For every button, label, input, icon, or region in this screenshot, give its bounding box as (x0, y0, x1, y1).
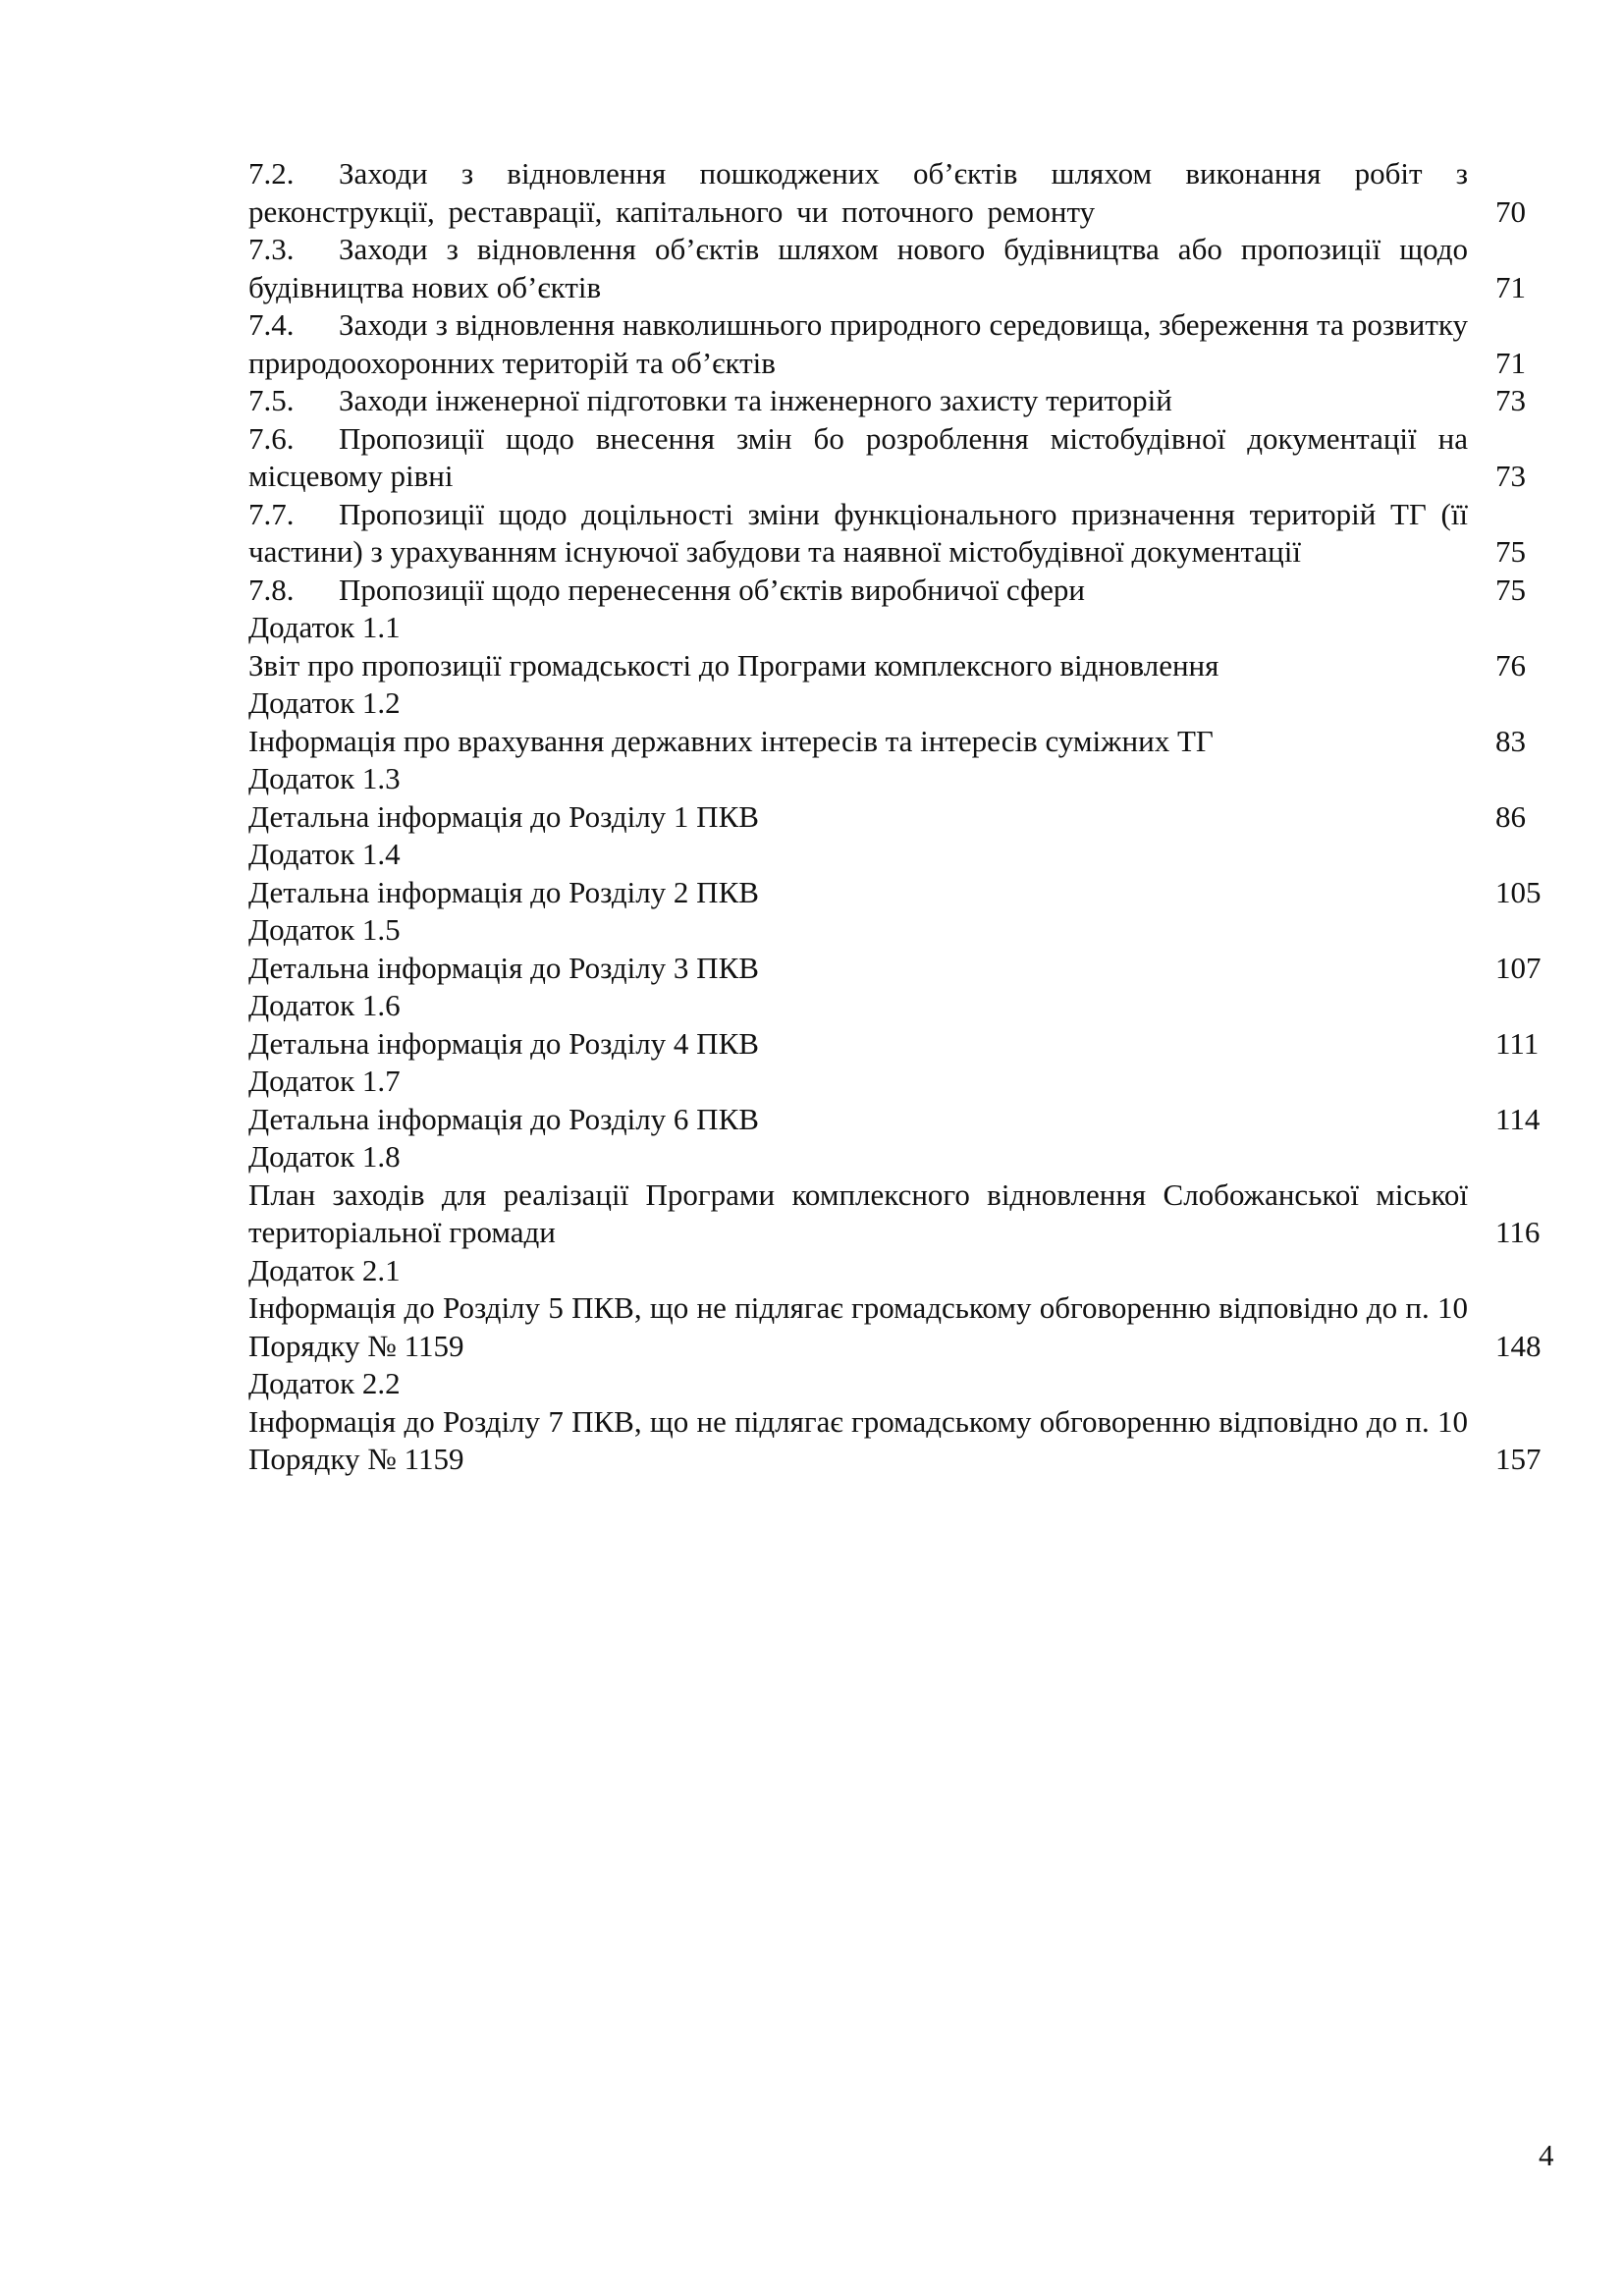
toc-entry[interactable] (248, 572, 1554, 610)
appendix-label: Додаток 1.5 (248, 912, 401, 947)
toc-entry-number: 7.4. (248, 307, 295, 342)
toc-entry-page (1468, 382, 1554, 420)
appendix-label: Додаток 1.6 (248, 988, 401, 1022)
toc-entry-text (248, 496, 1468, 572)
toc-entry-number: 7.7. (248, 496, 295, 531)
toc-entry-page (1468, 1101, 1554, 1139)
appendix-title: Детальна інформація до Розділу 6 ПКВ (248, 1101, 759, 1136)
appendix-entry[interactable] (248, 798, 1554, 837)
toc-entry-page (1468, 874, 1554, 912)
appendix-entry[interactable] (248, 1289, 1554, 1365)
toc-entry-page (1468, 572, 1554, 610)
toc-entry-page (1468, 647, 1554, 685)
appendix-entry[interactable] (248, 647, 1554, 685)
toc-entry-page (1468, 533, 1554, 572)
footer-page-number: 4 (1539, 2138, 1554, 2172)
toc-entry-number: 7.6. (248, 420, 295, 456)
toc-page-number: 105 (1495, 874, 1542, 909)
appendix-entry[interactable] (248, 1403, 1554, 1479)
toc-page-number: 76 (1495, 647, 1526, 683)
appendix-block (248, 836, 1554, 911)
toc-entry-page (1468, 723, 1554, 761)
appendix-label: Додаток 2.1 (248, 1252, 401, 1287)
appendix-entry[interactable] (248, 950, 1554, 988)
appendix-block (248, 760, 1554, 836)
appendix-entry[interactable] (248, 723, 1554, 761)
appendix-title: План заходів для реалізації Програми комплексного відновлення Слобожанської міської територіальної громади (248, 1176, 1468, 1249)
toc-entry-title: Пропозиції щодо внесення змін бо розроблення містобудівної документації на місцевому рівні (248, 420, 1468, 493)
appendix-block (248, 911, 1554, 987)
toc-entry-page (1468, 193, 1554, 232)
toc-page-number: 70 (1495, 193, 1526, 229)
toc-entry-page (1468, 345, 1554, 383)
toc-entry-number: 7.5. (248, 383, 295, 417)
appendix-title: Інформація до Розділу 7 ПКВ, що не підлягає громадському обговоренню відповідно до п. 10 Порядку № 1159 (248, 1403, 1468, 1476)
toc-page-number: 71 (1495, 269, 1526, 304)
appendix-title: Детальна інформація до Розділу 2 ПКВ (248, 874, 759, 909)
toc-entry-text (248, 306, 1468, 382)
toc-entry-title: Заходи з відновлення навколишнього природного середовища, збереження та розвитку природоохоронних територій та об’єктів (248, 307, 1468, 380)
toc-page-number: 148 (1495, 1328, 1542, 1363)
toc-entry-page (1468, 1328, 1554, 1366)
appendix-block (248, 684, 1554, 760)
toc-entry-text (248, 231, 1468, 306)
toc-page-number: 71 (1495, 345, 1526, 380)
appendix-entry[interactable] (248, 1176, 1554, 1252)
toc-page-number: 83 (1495, 723, 1526, 758)
toc-entry-page (1468, 1214, 1554, 1252)
appendix-block (248, 1252, 1554, 1366)
toc-page-number: 75 (1495, 534, 1526, 569)
toc-page-number: 116 (1495, 1215, 1541, 1249)
appendix-label: Додаток 1.3 (248, 761, 401, 795)
toc-entry-page (1468, 1025, 1554, 1064)
appendix-entry[interactable] (248, 1101, 1554, 1139)
appendix-title: Інформація до Розділу 5 ПКВ, що не підлягає громадському обговоренню відповідно до п. 10 Порядку № 1159 (248, 1290, 1468, 1363)
toc-entry-page (1468, 950, 1554, 988)
appendix-title: Детальна інформація до Розділу 3 ПКВ (248, 950, 759, 985)
toc-page-number: 157 (1495, 1442, 1542, 1476)
appendix-label: Додаток 1.4 (248, 837, 401, 871)
toc-entry[interactable] (248, 231, 1554, 306)
appendix-title: Детальна інформація до Розділу 1 ПКВ (248, 798, 759, 834)
appendix-block (248, 987, 1554, 1063)
toc-entry-page (1468, 458, 1554, 496)
appendix-entry[interactable] (248, 874, 1554, 912)
toc-entry-page (1468, 1441, 1554, 1479)
appendix-label: Додаток 1.1 (248, 610, 401, 644)
toc-entry-text (248, 155, 1468, 231)
toc-entry[interactable] (248, 496, 1554, 572)
toc-entry-text (248, 420, 1468, 496)
toc-entry-number: 7.8. (248, 572, 295, 607)
toc-page-number: 114 (1495, 1101, 1541, 1136)
appendix-block (248, 1138, 1554, 1252)
toc-page-number: 75 (1495, 572, 1526, 607)
toc-entry-title: Заходи інженерної підготовки та інженерного захисту територій (339, 383, 1172, 417)
toc-entry-page (1468, 269, 1554, 307)
appendix-entry[interactable] (248, 1025, 1554, 1064)
toc-entry[interactable] (248, 382, 1554, 420)
toc-entry[interactable] (248, 155, 1554, 231)
appendix-block (248, 609, 1554, 684)
appendix-label: Додаток 1.8 (248, 1139, 401, 1174)
toc-entry[interactable] (248, 420, 1554, 496)
toc-page-number: 107 (1495, 950, 1542, 985)
toc-entry-title: Пропозиції щодо перенесення об’єктів виробничої сфери (339, 572, 1085, 607)
toc-entry-title: Заходи з відновлення пошкоджених об’єктів шляхом виконання робіт з реконструкції, реставрації, капітального чи поточного ремонту (248, 156, 1468, 229)
toc-page-number: 86 (1495, 798, 1526, 834)
appendix-block (248, 1365, 1554, 1479)
appendix-label: Додаток 2.2 (248, 1366, 401, 1400)
toc-entry-number: 7.3. (248, 232, 295, 266)
appendix-label: Додаток 1.2 (248, 685, 401, 720)
appendix-label: Додаток 1.7 (248, 1064, 401, 1098)
toc-entry-title: Пропозиції щодо доцільності зміни функціонального призначення територій ТГ (її частини) з урахуванням існуючої забудови та наявної містобудівної документації (248, 496, 1468, 569)
table-of-contents (248, 155, 1554, 1479)
appendix-title: Звіт про пропозиції громадськості до Програми комплексного відновлення (248, 647, 1219, 683)
appendix-block (248, 1063, 1554, 1138)
toc-entry-text (248, 572, 1468, 610)
toc-page-number: 73 (1495, 383, 1526, 417)
toc-entry-text (248, 382, 1468, 420)
toc-page-number: 111 (1495, 1025, 1540, 1061)
toc-entry-title: Заходи з відновлення об’єктів шляхом нового будівництва або пропозиції щодо будівництва нових об’єктів (248, 232, 1468, 304)
appendix-title: Інформація про врахування державних інтересів та інтересів суміжних ТГ (248, 723, 1214, 758)
appendix-title: Детальна інформація до Розділу 4 ПКВ (248, 1025, 759, 1061)
toc-entry-number: 7.2. (248, 156, 295, 191)
toc-page-number: 73 (1495, 459, 1526, 493)
toc-entry[interactable] (248, 306, 1554, 382)
toc-entry-page (1468, 798, 1554, 837)
